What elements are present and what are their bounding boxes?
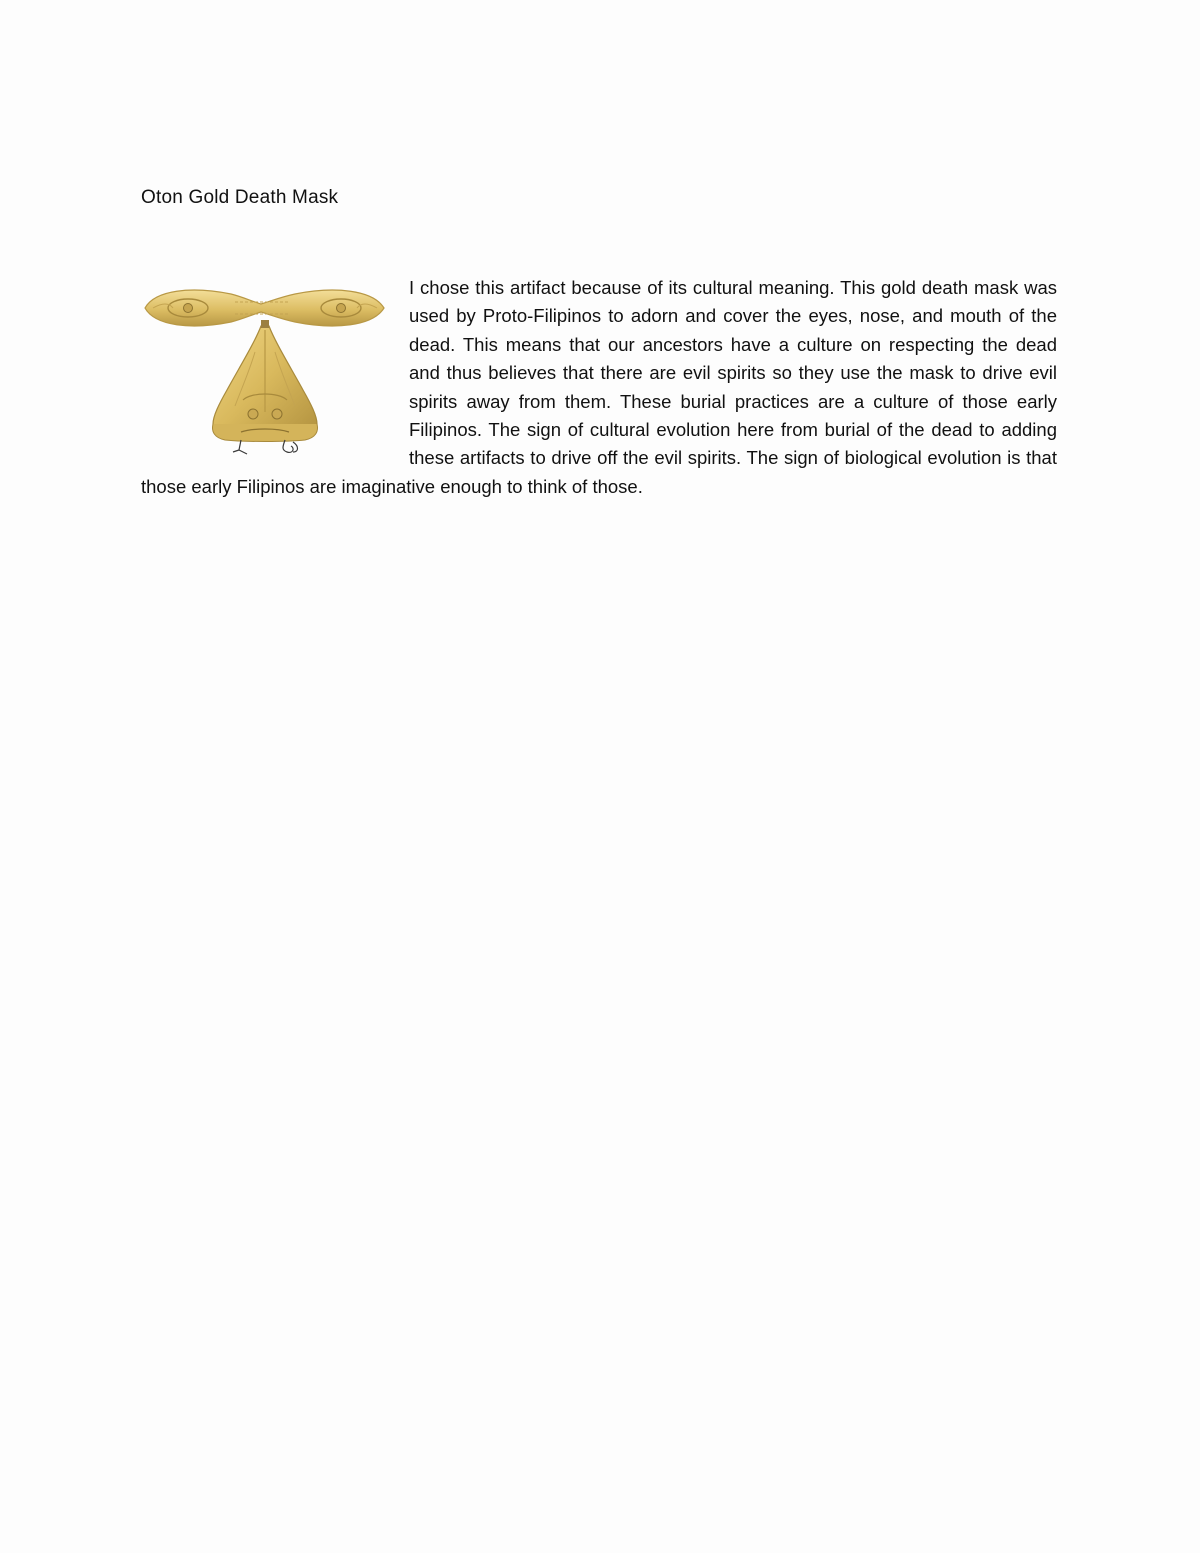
body-paragraph-text: I chose this artifact because of its cultural meaning. This gold death mask was used by Proto-Filipinos to adorn and cover the eyes, nose, and mouth of the dead. This means that our ancestors have a culture on respecting the dead and thus believes that there are evil spirits so they use the mask to drive evil spirits away from them. These burial practices are a culture of those early Filipinos. The sign of cultural evolution here from burial of the dead to adding these artifacts to drive off the evil spirits. The sign of biological evolution is that those early Filipinos are imaginative enough to think of those. — [141, 277, 1057, 497]
document-title: Oton Gold Death Mask — [141, 187, 339, 208]
body-paragraph — [141, 274, 1057, 501]
image-wrap-spacer — [141, 274, 409, 470]
